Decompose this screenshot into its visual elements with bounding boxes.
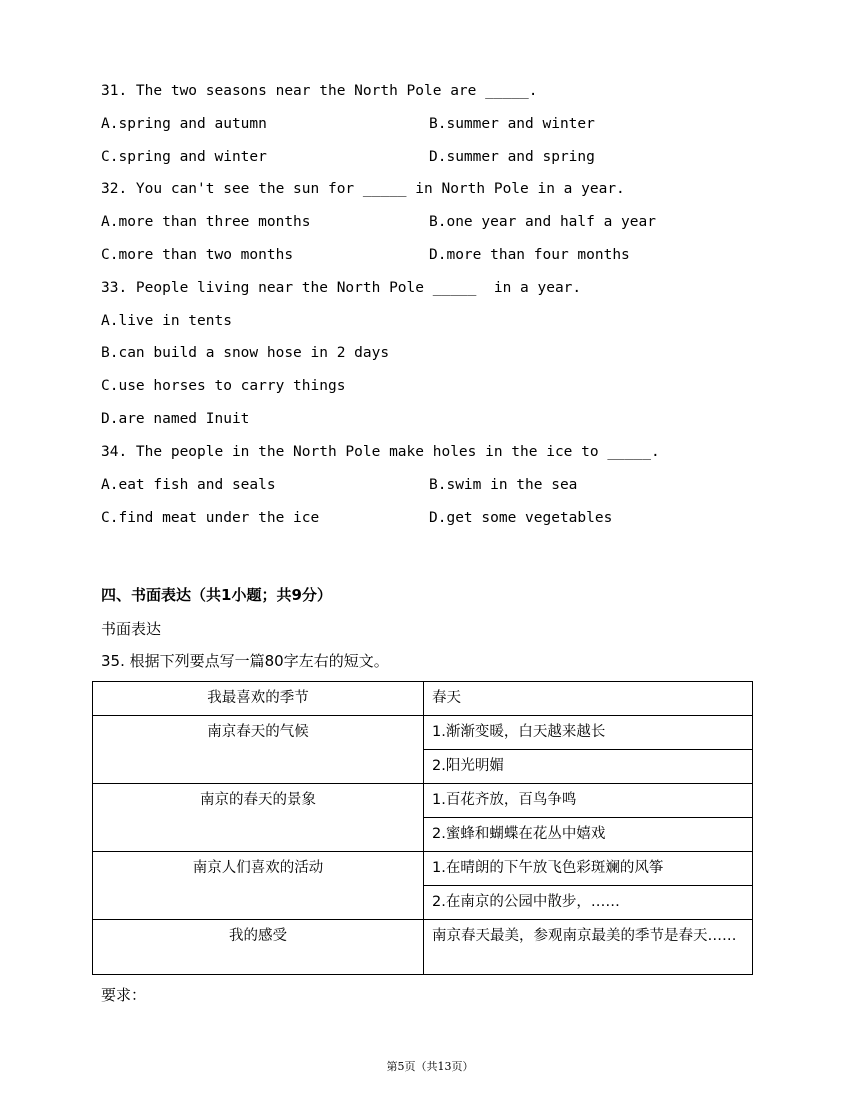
- row-item-cell: 2.阳光明媚: [424, 750, 753, 784]
- option-32-d: D.more than four months: [429, 247, 630, 263]
- question-31-options-row-1: [101, 116, 761, 138]
- table-row: [93, 682, 753, 716]
- row-item-cell: 南京春天最美，参观南京最美的季节是春天……: [424, 920, 753, 975]
- option-31-d: D.summer and spring: [429, 149, 595, 165]
- row-label-cell: 南京春天的气候: [93, 716, 424, 784]
- question-35-prompt: 35. 根据下列要点写一篇80字左右的短文。: [101, 652, 389, 670]
- question-32-stem: 32. You can't see the sun for _____ in North Pole in a year.: [101, 181, 625, 197]
- row-label-cell: 我的感受: [93, 920, 424, 975]
- question-34-options-row-1: [101, 477, 761, 499]
- row-item-cell: 2.蜜蜂和蝴蝶在花丛中嬉戏: [424, 818, 753, 852]
- section-title: 四、书面表达（共1小题；共9分）: [101, 586, 332, 604]
- option-31-b: B.summer and winter: [429, 116, 595, 132]
- table-row: [93, 784, 753, 818]
- table-row: [93, 920, 753, 975]
- section-subtitle: 书面表达: [101, 620, 162, 638]
- row-item-cell: 1.百花齐放，百鸟争鸣: [424, 784, 753, 818]
- row-item-cell: 1.渐渐变暖，白天越来越长: [424, 716, 753, 750]
- option-32-b: B.one year and half a year: [429, 214, 656, 230]
- question-31-options-row-2: [101, 149, 761, 171]
- question-32-options-row-1: [101, 214, 761, 236]
- table-row: [93, 716, 753, 750]
- header-label-cell: 我最喜欢的季节: [93, 682, 424, 716]
- requirements-label: 要求：: [101, 986, 147, 1004]
- page-footer: 第5页（共13页）: [386, 1060, 474, 1073]
- header-value-cell: 春天: [424, 682, 753, 716]
- question-32-options-row-2: [101, 247, 761, 269]
- option-34-c: C.find meat under the ice: [101, 510, 320, 526]
- question-34-options-row-2: [101, 510, 761, 532]
- option-33-a: A.live in tents: [101, 313, 232, 329]
- option-32-a: A.more than three months: [101, 214, 311, 230]
- option-33-b: B.can build a snow hose in 2 days: [101, 345, 390, 361]
- option-34-a: A.eat fish and seals: [101, 477, 276, 493]
- outline-table: [92, 681, 753, 975]
- option-31-c: C.spring and winter: [101, 149, 267, 165]
- option-31-a: A.spring and autumn: [101, 116, 267, 132]
- question-33-stem: 33. People living near the North Pole _____ in a year.: [101, 280, 582, 296]
- option-33-c: C.use horses to carry things: [101, 378, 346, 394]
- option-34-b: B.swim in the sea: [429, 477, 578, 493]
- question-31-stem: 31. The two seasons near the North Pole are _____.: [101, 83, 538, 99]
- row-label-cell: 南京的春天的景象: [93, 784, 424, 852]
- row-item-cell: 2.在南京的公园中散步，……: [424, 886, 753, 920]
- option-34-d: D.get some vegetables: [429, 510, 613, 526]
- question-34-stem: 34. The people in the North Pole make holes in the ice to _____.: [101, 444, 660, 460]
- option-33-d: D.are named Inuit: [101, 411, 250, 427]
- option-32-c: C.more than two months: [101, 247, 294, 263]
- row-label-cell: 南京人们喜欢的活动: [93, 852, 424, 920]
- table-row: [93, 852, 753, 886]
- row-item-cell: 1.在晴朗的下午放飞色彩斑斓的风筝: [424, 852, 753, 886]
